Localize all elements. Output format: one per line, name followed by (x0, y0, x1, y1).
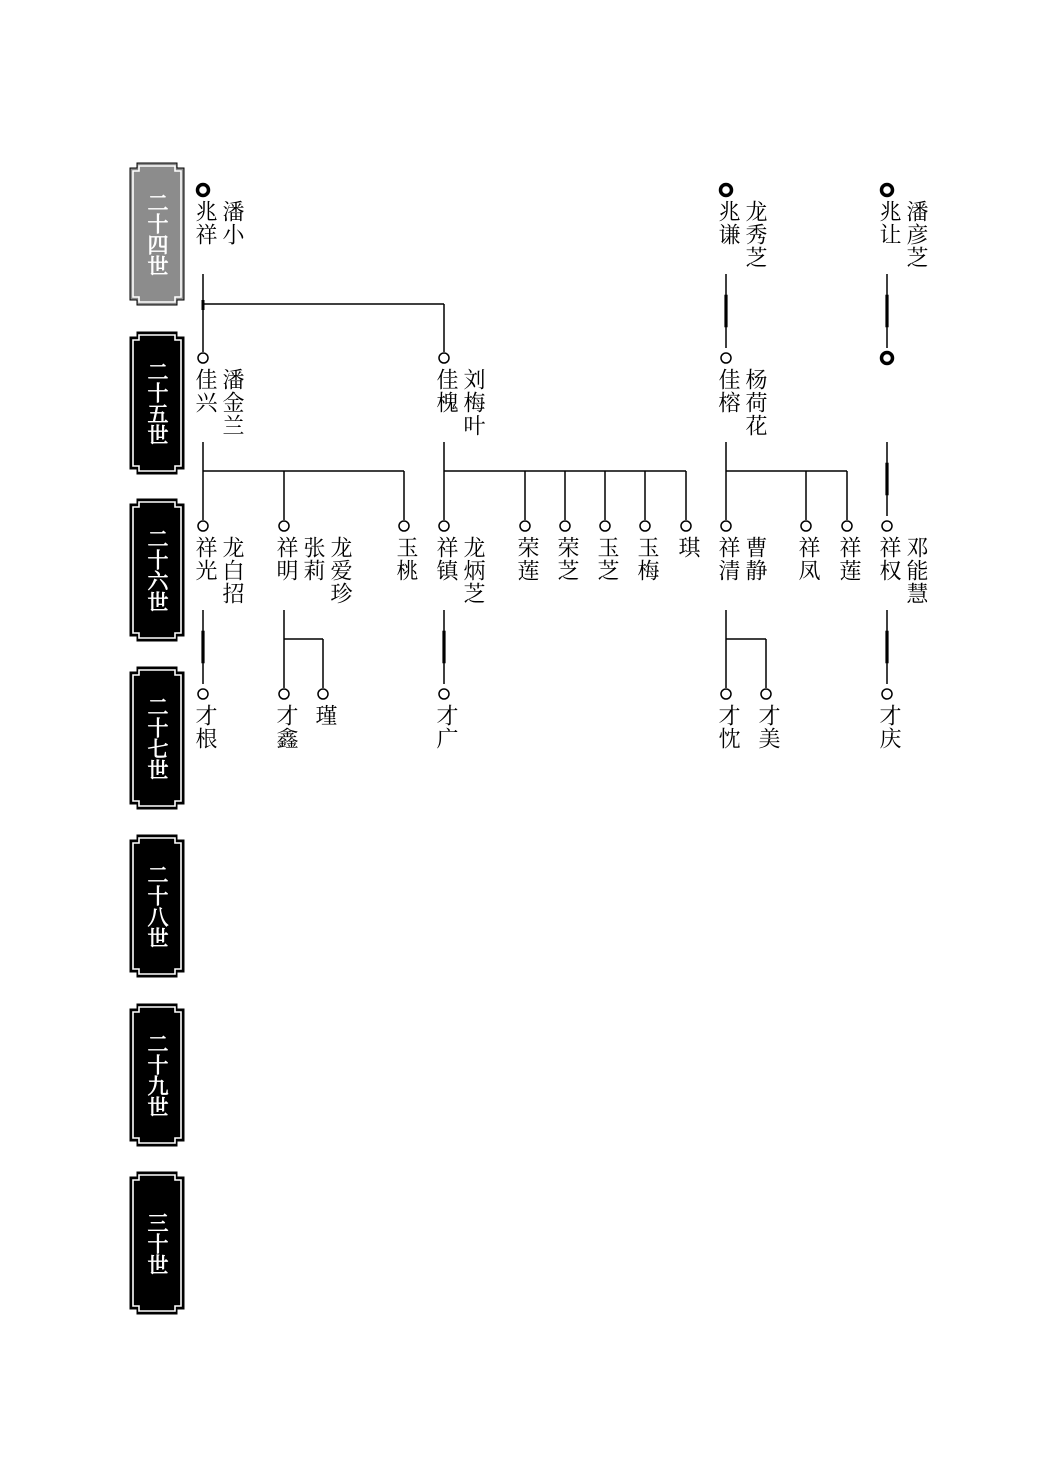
person-marker (882, 689, 892, 699)
person-name: 祥凤 (795, 536, 820, 582)
person-marker (198, 689, 208, 699)
person-marker (681, 521, 691, 531)
spouse-name: 龙爱珍 (327, 536, 352, 605)
generation-label-text: 二十五世 (145, 361, 169, 445)
root-marker (721, 185, 732, 196)
spouse-name: 龙白招 (219, 536, 244, 605)
person-name: 玉桃 (393, 536, 418, 582)
person-marker (198, 521, 208, 531)
spouse-name: 杨荷花 (742, 368, 767, 437)
generation-label (129, 666, 185, 810)
person-name: 佳榕 (715, 368, 740, 414)
spouse-name: 潘金兰 (219, 368, 244, 437)
spouse-name: 龙炳芝 (460, 536, 485, 605)
person-name: 才根 (192, 704, 217, 750)
person-name: 瑾 (312, 704, 337, 727)
generation-label (129, 834, 185, 978)
person-name: 荣莲 (514, 536, 539, 582)
person-marker (279, 689, 289, 699)
person-marker (721, 689, 731, 699)
generation-label (129, 162, 185, 306)
person-marker (279, 521, 289, 531)
person-name: 祥清 (715, 536, 740, 582)
spouse-name: 潘彦芝 (903, 200, 928, 269)
person-name: 佳槐 (433, 368, 458, 414)
person-marker (801, 521, 811, 531)
person-name: 才忱 (715, 704, 740, 750)
root-marker (882, 185, 893, 196)
person-marker (882, 521, 892, 531)
person-name: 玉芝 (594, 536, 619, 582)
person-name: 兆让 (876, 200, 901, 246)
person-marker (842, 521, 852, 531)
person-marker (761, 689, 771, 699)
person-marker (560, 521, 570, 531)
person-name: 玉梅 (634, 536, 659, 582)
person-name: 兆谦 (715, 200, 740, 246)
spouse-name: 潘小 (219, 200, 244, 246)
person-marker (640, 521, 650, 531)
person-name: 才鑫 (273, 704, 298, 750)
spouse-name: 邓能慧 (903, 536, 928, 605)
person-marker (439, 353, 449, 363)
generation-label-text: 二十七世 (145, 696, 169, 780)
person-name: 祥镇 (433, 536, 458, 582)
generation-label-text: 二十六世 (145, 528, 169, 612)
person-marker (600, 521, 610, 531)
person-name: 祥权 (876, 536, 901, 582)
person-name: 琪 (675, 536, 700, 559)
person-name: 才广 (433, 704, 458, 750)
person-marker (439, 521, 449, 531)
person-name: 荣芝 (554, 536, 579, 582)
person-name: 兆祥 (192, 200, 217, 246)
person-marker (520, 521, 530, 531)
spouse-name: 龙秀芝 (742, 200, 767, 269)
root-marker (198, 185, 209, 196)
person-name: 祥明 (273, 536, 298, 582)
generation-label-text: 二十九世 (145, 1033, 169, 1117)
person-name: 佳兴 (192, 368, 217, 414)
person-marker (399, 521, 409, 531)
person-name: 祥莲 (836, 536, 861, 582)
root-marker (882, 353, 893, 364)
person-name: 才庆 (876, 704, 901, 750)
spouse-name: 刘梅叶 (460, 368, 485, 437)
person-name: 才美 (755, 704, 780, 750)
spouse-name: 张莉 (300, 536, 325, 582)
generation-label (129, 1171, 185, 1315)
person-marker (198, 353, 208, 363)
person-marker (318, 689, 328, 699)
generation-label-text: 二十八世 (145, 864, 169, 948)
person-marker (439, 689, 449, 699)
person-name: 祥光 (192, 536, 217, 582)
generation-label-text: 三十世 (145, 1211, 169, 1275)
generation-label-text: 二十四世 (145, 192, 169, 276)
generation-label (129, 331, 185, 475)
generation-label (129, 498, 185, 642)
generation-label (129, 1003, 185, 1147)
spouse-name: 曹静 (742, 536, 767, 582)
person-marker (721, 353, 731, 363)
person-marker (721, 521, 731, 531)
